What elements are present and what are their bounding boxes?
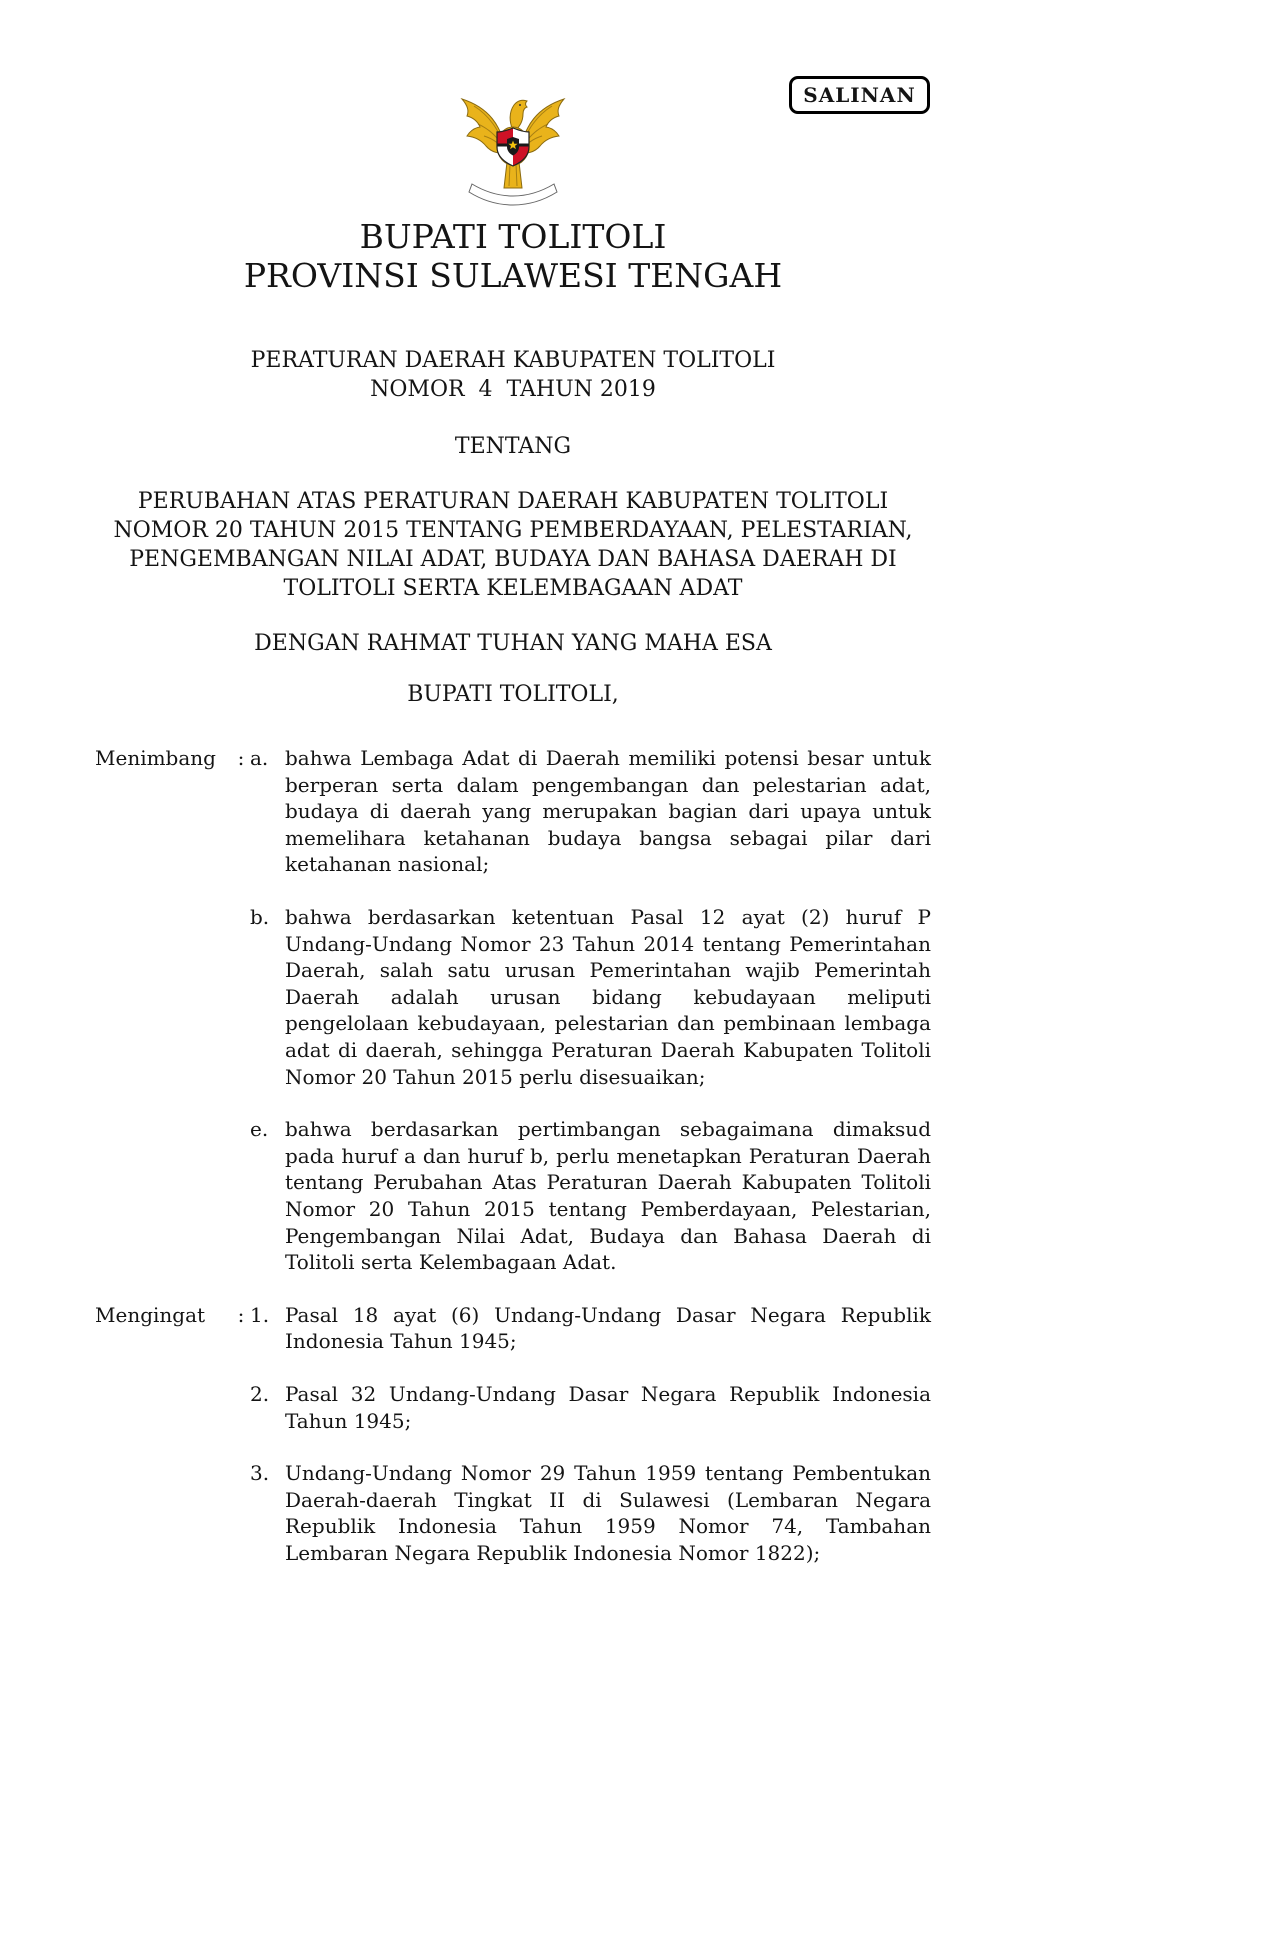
item-text: Undang-Undang Nomor 29 Tahun 1959 tentang Pembentukan Daerah-daerah Tingkat II di Sulawesi (Lembaran Negara Republik Indonesia Tahun 1959 Nomor 74, Tambahan Lembaran Negara Republik Indonesia Nomor 1822); xyxy=(285,1461,931,1565)
mengingat-items xyxy=(250,1302,931,1567)
item-text: Pasal 32 Undang-Undang Dasar Negara Republik Indonesia Tahun 1945; xyxy=(285,1381,931,1433)
item-marker: a. xyxy=(250,746,269,771)
province-title: PROVINSI SULAWESI TENGAH xyxy=(243,255,783,295)
item-text: bahwa berdasarkan pertimbangan sebagaimana dimaksud pada huruf a dan huruf b, perlu menetapkan Peraturan Daerah tentang Perubahan Atas Peraturan Daerah Kabupaten Tolitoli Nomor 20 Tahun 2015 tentang Pemberdayaan, Pelestarian, Pengembangan Nilai Adat, Budaya dan Bahasa Daerah di Tolitoli serta Kelembagaan Adat. xyxy=(285,1117,931,1275)
garuda-icon xyxy=(454,92,572,206)
item-marker: 1. xyxy=(250,1302,270,1327)
list-item xyxy=(250,1302,931,1355)
document-content xyxy=(95,0,931,1567)
garuda-eye xyxy=(519,104,521,106)
item-text: bahwa berdasarkan ketentuan Pasal 12 ayat (2) huruf P Undang-Undang Nomor 23 Tahun 2014 tentang Pemerintahan Daerah, salah satu urusan Pemerintahan wajib Pemerintah Daerah adalah urusan bidang kebudayaan meliputi pengelolaan kebudayaan, pelestarian dan pembinaan lembaga adat di daerah, sehingga Peraturan Daerah Kabupaten Tolitoli Nomor 20 Tahun 2015 perlu disesuaikan; xyxy=(285,905,931,1089)
regulation-heading xyxy=(95,346,931,404)
regulation-subject: PERUBAHAN ATAS PERATURAN DAERAH KABUPATEN TOLITOLI NOMOR 20 TAHUN 2015 TENTANG PEMBERDAYAAN, PELESTARIAN, PENGEMBANGAN NILAI ADAT, BUDAYA DAN BAHASA DAERAH DI TOLITOLI SERTA KELEMBAGAAN ADAT xyxy=(113,488,913,602)
invocation-line: DENGAN RAHMAT TUHAN YANG MAHA ESA xyxy=(254,631,772,657)
item-marker: 2. xyxy=(250,1381,270,1406)
list-item xyxy=(250,1381,931,1434)
item-marker: e. xyxy=(250,1117,269,1142)
section-label-mengingat: Mengingat xyxy=(95,1302,206,1327)
list-item xyxy=(250,1116,931,1276)
authority-line: BUPATI TOLITOLI, xyxy=(407,682,619,708)
item-marker: 3. xyxy=(250,1461,270,1486)
list-item xyxy=(250,1460,931,1566)
section-mengingat xyxy=(95,1302,931,1567)
regulation-title: PERATURAN DAERAH KABUPATEN TOLITOLI xyxy=(250,347,776,373)
garuda-pancasila-emblem xyxy=(454,92,572,206)
section-label-menimbang: Menimbang xyxy=(95,746,216,771)
item-text: bahwa Lembaga Adat di Daerah memiliki potensi besar untuk berperan serta dalam pengembangan dan pelestarian adat, budaya di daerah yang merupakan bagian dari upaya untuk memelihara ketahanan budaya bangsa sebagai pilar dari ketahanan nasional; xyxy=(285,746,931,877)
item-text: Pasal 18 ayat (6) Undang-Undang Dasar Negara Republik Indonesia Tahun 1945; xyxy=(285,1302,931,1354)
garuda-head xyxy=(510,100,527,131)
tentang-label: TENTANG xyxy=(454,433,572,459)
section-colon: : xyxy=(237,746,245,771)
menimbang-items xyxy=(250,745,931,1276)
regulation-number: NOMOR 4 TAHUN 2019 xyxy=(370,376,656,402)
salinan-label: SALINAN xyxy=(803,83,916,107)
list-item xyxy=(250,904,931,1090)
letterhead xyxy=(95,218,931,296)
item-marker: b. xyxy=(250,905,270,930)
list-item xyxy=(250,745,931,878)
section-colon: : xyxy=(237,1302,245,1327)
section-menimbang xyxy=(95,745,931,1276)
issuer-title: BUPATI TOLITOLI xyxy=(359,217,667,256)
